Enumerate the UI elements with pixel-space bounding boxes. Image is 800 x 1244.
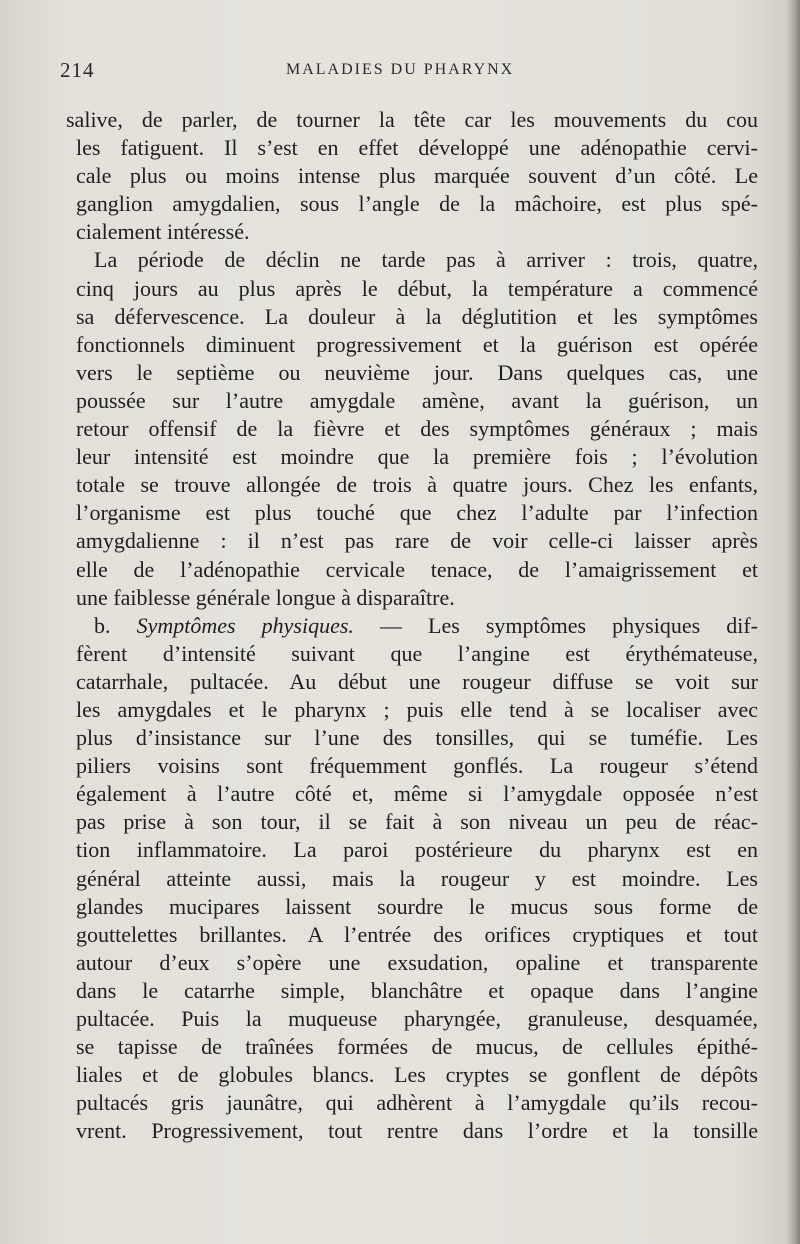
text-line: leur intensité est moindre que la première fois ; l’évolution [76,444,758,470]
text-line: vers le septième ou neuvième jour. Dans quelques cas, une [76,359,758,385]
text-line: dans le catarrhe simple, blanchâtre et opaque dans l’angine [76,977,758,1003]
body-text [66,106,758,1145]
section-heading-line [76,612,758,640]
text-fragment: — Les symptômes physiques dif- [353,612,758,638]
page-header [60,58,760,88]
text-line: les fatiguent. Il s’est en effet développé une adénopathie cervi- [76,135,758,161]
text-line: sa défervescence. La douleur à la déglutition et les symptômes [76,303,758,329]
text-line: piliers voisins sont fréquemment gonflés. La rougeur s’étend [76,753,758,779]
text-line: liales et de globules blancs. Les cryptes se gonflent de dépôts [76,1062,758,1088]
section-letter: b. [94,612,137,638]
text-line: les amygdales et le pharynx ; puis elle tend à se localiser avec [76,696,758,722]
text-line: totale se trouve allongée de trois à quatre jours. Chez les enfants, [76,472,758,498]
text-line: ganglion amygdalien, sous l’angle de la mâchoire, est plus spé- [76,191,758,217]
text-line: une faiblesse générale longue à disparaître. [76,584,455,610]
text-line: elle de l’adénopathie cervicale tenace, de l’amaigrissement et [76,556,758,582]
running-title: MALADIES DU PHARYNX [286,61,515,78]
text-line: l’organisme est plus touché que chez l’adulte par l’infection [76,500,758,526]
text-line: amygdalienne : il n’est pas rare de voir celle-ci laisser après [76,528,758,554]
text-line: poussée sur l’autre amygdale amène, avant la guérison, un [76,387,758,413]
text-line: cale plus ou moins intense plus marquée souvent d’un côté. Le [76,163,758,189]
text-line: vrent. Progressivement, tout rentre dans l’ordre et la tonsille [76,1118,758,1144]
text-line: glandes mucipares laissent sourdre le mucus sous forme de [76,893,758,919]
text-line: fèrent d’intensité suivant que l’angine est érythémateuse, [76,640,758,666]
text-line: pultacée. Puis la muqueuse pharyngée, granuleuse, desquamée, [76,1006,758,1031]
text-line: gouttelettes brillantes. A l’entrée des orifices cryptiques et tout [76,921,758,947]
text-line: pultacés gris jaunâtre, qui adhèrent à l’amygdale qu’ils recou- [76,1090,758,1116]
section-title: Symptômes physiques. [136,612,354,638]
page-edge-shadow [786,0,800,1244]
text-line: La période de déclin ne tarde pas à arriver : trois, quatre, [94,247,758,273]
text-line: cinq jours au plus après le début, la température a commencé [76,275,758,301]
text-line: salive, de parler, de tourner la tête car les mouvements du cou [66,107,758,132]
text-line: tion inflammatoire. La paroi postérieure du pharynx est en [76,837,758,863]
text-line: se tapisse de traînées formées de mucus, de cellules épithé- [76,1034,758,1060]
page-number: 214 [60,58,95,82]
text-line: pas prise à son tour, il se fait à son niveau un peu de réac- [76,809,758,835]
text-line: également à l’autre côté et, même si l’amygdale opposée n’est [76,781,758,807]
text-line: fonctionnels diminuent progressivement et la guérison est opérée [76,331,758,357]
text-line: général atteinte aussi, mais la rougeur y est moindre. Les [76,865,758,891]
text-line: retour offensif de la fièvre et des symptômes généraux ; mais [76,416,758,442]
text-line: autour d’eux s’opère une exsudation, opaline et transparente [76,949,758,975]
text-line: plus d’insistance sur l’une des tonsilles, qui se tuméfie. Les [76,725,758,751]
text-line: catarrhale, pultacée. Au début une rougeur diffuse se voit sur [76,668,758,694]
text-line: cialement intéressé. [76,219,250,245]
